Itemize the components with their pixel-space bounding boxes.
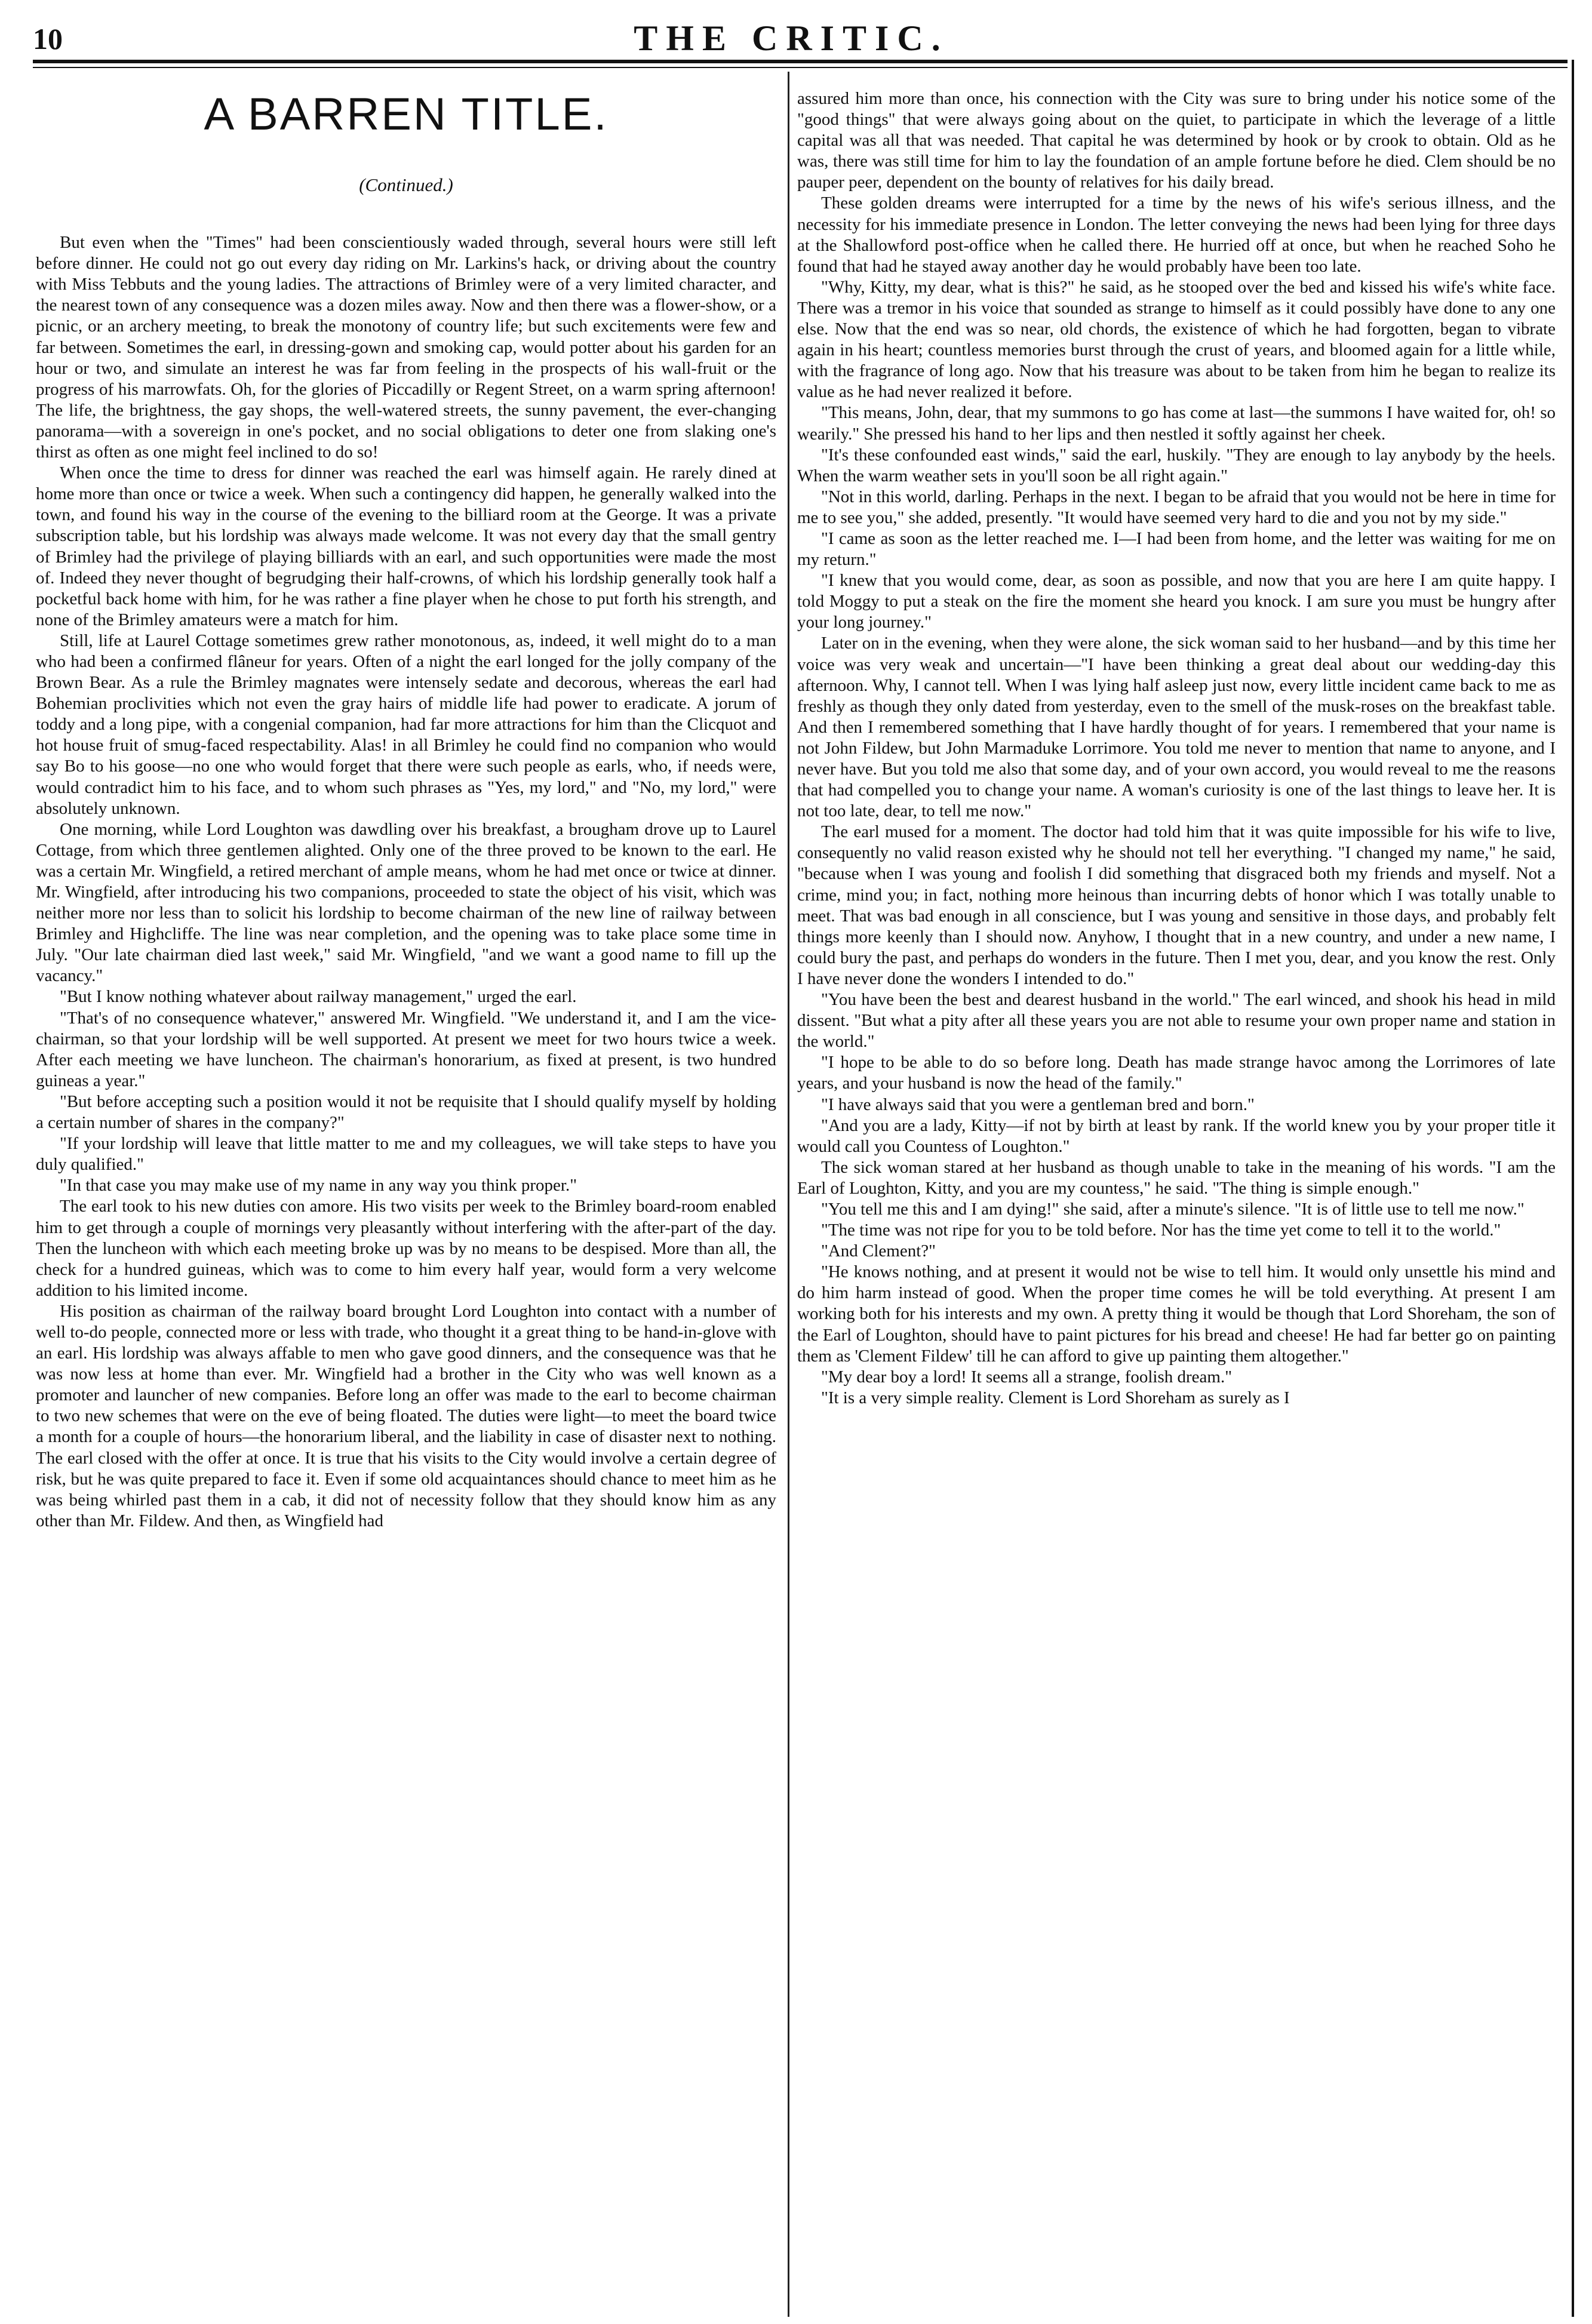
- paragraph: assured him more than once, his connection with the City was sure to bring under his notice some of the "good things" that were always going about on the quiet, to participate in which the leverage of a little capital was all that was needed. That capital he was determined by hook or by crook to obtain. Old as he was, there was still time for him to lay the foundation of an ample fortune before he died. Clem should be no pauper peer, dependent on the bounty of relatives for his daily bread.: [797, 89, 1556, 192]
- paragraph: His position as chairman of the railway board brought Lord Loughton into contact with a number of well to-do people, connected more or less with trade, who thought it a great thing to be hand-in-glove with an earl. His lordship was always affable to men who gave good dinners, and the consequence was that he was now less at home than ever. Mr. Wingfield had a brother in the City who was well known as a promoter and launcher of new companies. Before long an offer was made to the earl to become chairman to two new schemes that were on the eve of being floated. The duties were light—to meet the board twice a month for a couple of hours—the honorarium liberal, and the liability in case of disaster next to nothing. The earl closed with the offer at once. It is true that his visits to the City would involve a certain degree of risk, but he was quite prepared to face it. Even if some old acquaintances should chance to meet him as he was being whirled past them in a cab, it did not of necessity follow that they should know him as any other than Mr. Fildew. And then, as Wingfield had: [36, 1301, 776, 1530]
- paragraph: "It's these confounded east winds," said the earl, huskily. "They are enough to lay anybody by the heels. When the warm weather sets in you'll soon be all right again.": [797, 445, 1556, 485]
- left-column: [36, 84, 776, 2311]
- continued-note: (Continued.): [359, 174, 453, 195]
- paragraph: The sick woman stared at her husband as though unable to take in the meaning of his words. "I am the Earl of Loughton, Kitty, and you are my countess," he said. "The thing is simple enough.": [797, 1157, 1556, 1198]
- paragraph: "I hope to be able to do so before long. Death has made strange havoc among the Lorrimores of late years, and your husband is now the head of the family.": [797, 1053, 1556, 1093]
- header-rule: [33, 60, 1568, 63]
- paragraph: "But before accepting such a position would it not be requisite that I should qualify myself by holding a certain number of shares in the company?": [36, 1092, 776, 1133]
- page-header: [33, 18, 1550, 66]
- paragraph: "I have always said that you were a gentleman bred and born.": [821, 1095, 1255, 1114]
- paragraph: But even when the "Times" had been conscientiously waded through, several hours were still left before dinner. He could not go out every day riding on Mr. Larkins's hack, or driving about the country with Miss Tebbuts and the young ladies. The attractions of Brimley were of a very limited character, and the nearest town of any consequence was a dozen miles away. Now and then there was a flower-show, or a picnic, or an archery meeting, to break the monotony of country life; but such excitements were few and far between. Sometimes the earl, in dressing-gown and smoking cap, would potter about his garden for an hour or two, and simulate an interest he was far from feeling in the prospects of his wall-fruit or the progress of his marrowfats. Oh, for the glories of Piccadilly or Regent Street, on a warm spring afternoon! The life, the brightness, the gay shops, the well-watered streets, the sunny pavement, the ever-changing panorama—with a sovereign in one's pocket, and no social obligations to deter one from slaking one's thirst as often as one might feel inclined to do so!: [36, 233, 776, 462]
- paragraph: "Not in this world, darling. Perhaps in the next. I began to be afraid that you would not be here in time for me to see you," she added, presently. "It would have seemed very hard to die and you not by my side.": [797, 487, 1556, 527]
- paragraph: These golden dreams were interrupted for a time by the news of his wife's serious illness, and the necessity for his immediate presence in London. The letter conveying the news had been lying for three days at the Shallowford post-office when he called there. He hurried off at once, but when he reached Soho he found that had he stayed away another day he would probably have been too late.: [797, 193, 1556, 276]
- paragraph: Still, life at Laurel Cottage sometimes grew rather monotonous, as, indeed, it well might do to a man who had been a confirmed flâneur for years. Often of a night the earl longed for the jolly company of the Brown Bear. As a rule the Brimley magnates were intensely sedate and decorous, whereas the earl had Bohemian proclivities which not even the gray hairs of middle life had power to eradicate. A jorum of toddy and a long pipe, with a congenial companion, had far more attractions for him than the Clicquot and hot house fruit of smug-faced respectability. Alas! in all Brimley he could find no companion who would say Bo to his goose—no one who would forget that there were such people as earls, who, if needs were, would contradict him to his face, and to whom such phrases as "Yes, my lord," and "No, my lord," were absolutely unknown.: [36, 631, 776, 818]
- paragraph: "I came as soon as the letter reached me. I—I had been from home, and the letter was waiting for me on my return.": [797, 528, 1556, 570]
- paragraph: The earl mused for a moment. The doctor had told him that it was quite impossible for his wife to live, consequently no valid reason existed why he should not tell her everything. "I changed my name," he said, "because when I was young and foolish I did something that disgraced both my friends and myself. Not a crime, mind you; in fact, nothing more heinous than incurring debts of honor which I was totally unable to meet. That was bad enough in all conscience, but I was young and sensitive in those days, and probably felt things more keenly than I should now. Anyhow, I thought that in a new country, and under a new name, I could bury the past, and perhaps do wonders in the future. Then I met you, dear, and you know the rest. Only I have never done the wonders I intended to do.": [797, 822, 1556, 988]
- paragraph: "In that case you may make use of my name in any way you think proper.": [60, 1176, 577, 1195]
- paragraph: "You have been the best and dearest husband in the world." The earl winced, and shook his head in mild dissent. "But what a pity after all these years you are not able to resume your own proper name and station in the world.": [797, 990, 1556, 1052]
- paragraph: "If your lordship will leave that little matter to me and my colleagues, we will take steps to have you duly qualified.": [36, 1134, 776, 1175]
- paragraph: "And you are a lady, Kitty—if not by birth at least by rank. If the world knew you by your proper title it would call you Countess of Loughton.": [797, 1115, 1556, 1156]
- paragraph: "He knows nothing, and at present it would not be wise to tell him. It would only unsettle his mind and do him harm instead of good. When the proper time comes he will be told everything. At present I am working both for his interests and my own. A pretty thing it would be though that Lord Shoreham, the son of the Earl of Loughton, should have to paint pictures for his bread and cheese! He had far better go on painting them as 'Clement Fildew' till he can afford to give up painting them altogether.": [797, 1262, 1556, 1366]
- paragraph: "You tell me this and I am dying!" she said, after a minute's silence. "It is of little use to tell me now.": [821, 1199, 1525, 1219]
- paragraph: "I knew that you would come, dear, as soon as possible, and now that you are here I am quite happy. I told Moggy to put a steak on the fire the moment she heard you knock. I am sure you must be hungry after your long journey.": [797, 571, 1556, 632]
- paragraph: "This means, John, dear, that my summons to go has come at last—the summons I have waited for, oh! so wearily." She pressed his hand to her lips and then nestled it softly against her cheek.: [797, 403, 1556, 444]
- paragraph: "But I know nothing whatever about railway management," urged the earl.: [60, 987, 577, 1007]
- paragraph: "Why, Kitty, my dear, what is this?" he said, as he stooped over the bed and kissed his wife's white face. There was a tremor in his voice that sounded as strange to himself as it could possibly have done to any one else. Now that the end was so near, old chords, the existence of which he had forgotten, began to vibrate again in his heart; countless memories burst through the crust of years, and bloomed again for a little while, with the fragrance of long ago. Now that his treasure was about to be taken from him he began to realize its value as he had never realized it before.: [797, 277, 1556, 402]
- paragraph: "The time was not ripe for you to be told before. Nor has the time yet come to tell it to the world.": [821, 1221, 1501, 1240]
- paragraph: The earl took to his new duties con amore. His two visits per week to the Brimley board-room enabled him to get through a couple of mornings very pleasantly without interfering with the after-part of the day. Then the luncheon with which each meeting broke up was by no means to be despised. More than all, the check for a hundred guineas, which was to come to him every half year, would form a very welcome addition to his limited income.: [36, 1197, 776, 1300]
- paragraph: "It is a very simple reality. Clement is Lord Shoreham as surely as I: [821, 1388, 1290, 1407]
- running-head: THE CRITIC.: [634, 19, 949, 58]
- page-edge-rule: [1572, 60, 1574, 2317]
- page-number: 10: [33, 22, 63, 56]
- article-title: A BARREN TITLE.: [204, 89, 608, 140]
- paragraph: "And Clement?": [821, 1241, 936, 1261]
- paragraph: When once the time to dress for dinner was reached the earl was himself again. He rarely dined at home more than once or twice a week. When such a contingency did happen, he generally walked into the town, and found his way in the course of the evening to the billiard room at the George. It was a private subscription table, but his lordship was always made welcome. It was not every day that the small gentry of Brimley had the privilege of playing billiards with an earl, and such opportunities were made the most of. Indeed they never thought of begrudging their half-crowns, of which his lordship generally took half a pocketful back home with him, for he was rather a fine player when he chose to put forth his strength, and none of the Brimley amateurs were a match for him.: [36, 463, 776, 629]
- right-column: [797, 88, 1556, 2316]
- paragraph: "That's of no consequence whatever," answered Mr. Wingfield. "We understand it, and I am the vice-chairman, so that your lordship will be well supported. At present we meet for two hours twice a week. After each meeting we have luncheon. The chairman's honorarium, as fixed at present, is two hundred guineas a year.": [36, 1008, 776, 1090]
- header-rule-thin: [33, 67, 1568, 68]
- paragraph: One morning, while Lord Loughton was dawdling over his breakfast, a brougham drove up to Laurel Cottage, from which three gentlemen alighted. Only one of the three proved to be known to the earl. He was a certain Mr. Wingfield, a retired merchant of ample means, whom he had met once or twice at dinner. Mr. Wingfield, after introducing his two companions, proceeded to state the object of his visit, which was neither more nor less than to solicit his lordship to become chairman of the new line of railway between Brimley and Highcliffe. The line was near completion, and the opening was to take place some time in July. "Our late chairman died last week," said Mr. Wingfield, "and we want a good name to fill up the vacancy.": [36, 819, 776, 986]
- paragraph: Later on in the evening, when they were alone, the sick woman said to her husband—and by this time her voice was very weak and uncertain—"I have been thinking a great deal about our wedding-day this afternoon. Why, I cannot tell. When I was lying half asleep just now, every little incident came back to me as freshly as though they only dated from yesterday, even to the smell of the musk-roses on the breakfast table. And then I remembered something that I have hardly thought of for years. I remembered that your name is not John Fildew, but John Marmaduke Lorrimore. You told me never to mention that name to anyone, and I never have. But you told me also that some day, and of your own accord, you would reveal to me the reasons that had compelled you to change your name. A woman's curiosity is one of the last things to leave her. It is not too late, dear, to tell me now.": [797, 634, 1556, 821]
- column-divider: [788, 72, 789, 2317]
- paragraph: "My dear boy a lord! It seems all a strange, foolish dream.": [821, 1367, 1233, 1387]
